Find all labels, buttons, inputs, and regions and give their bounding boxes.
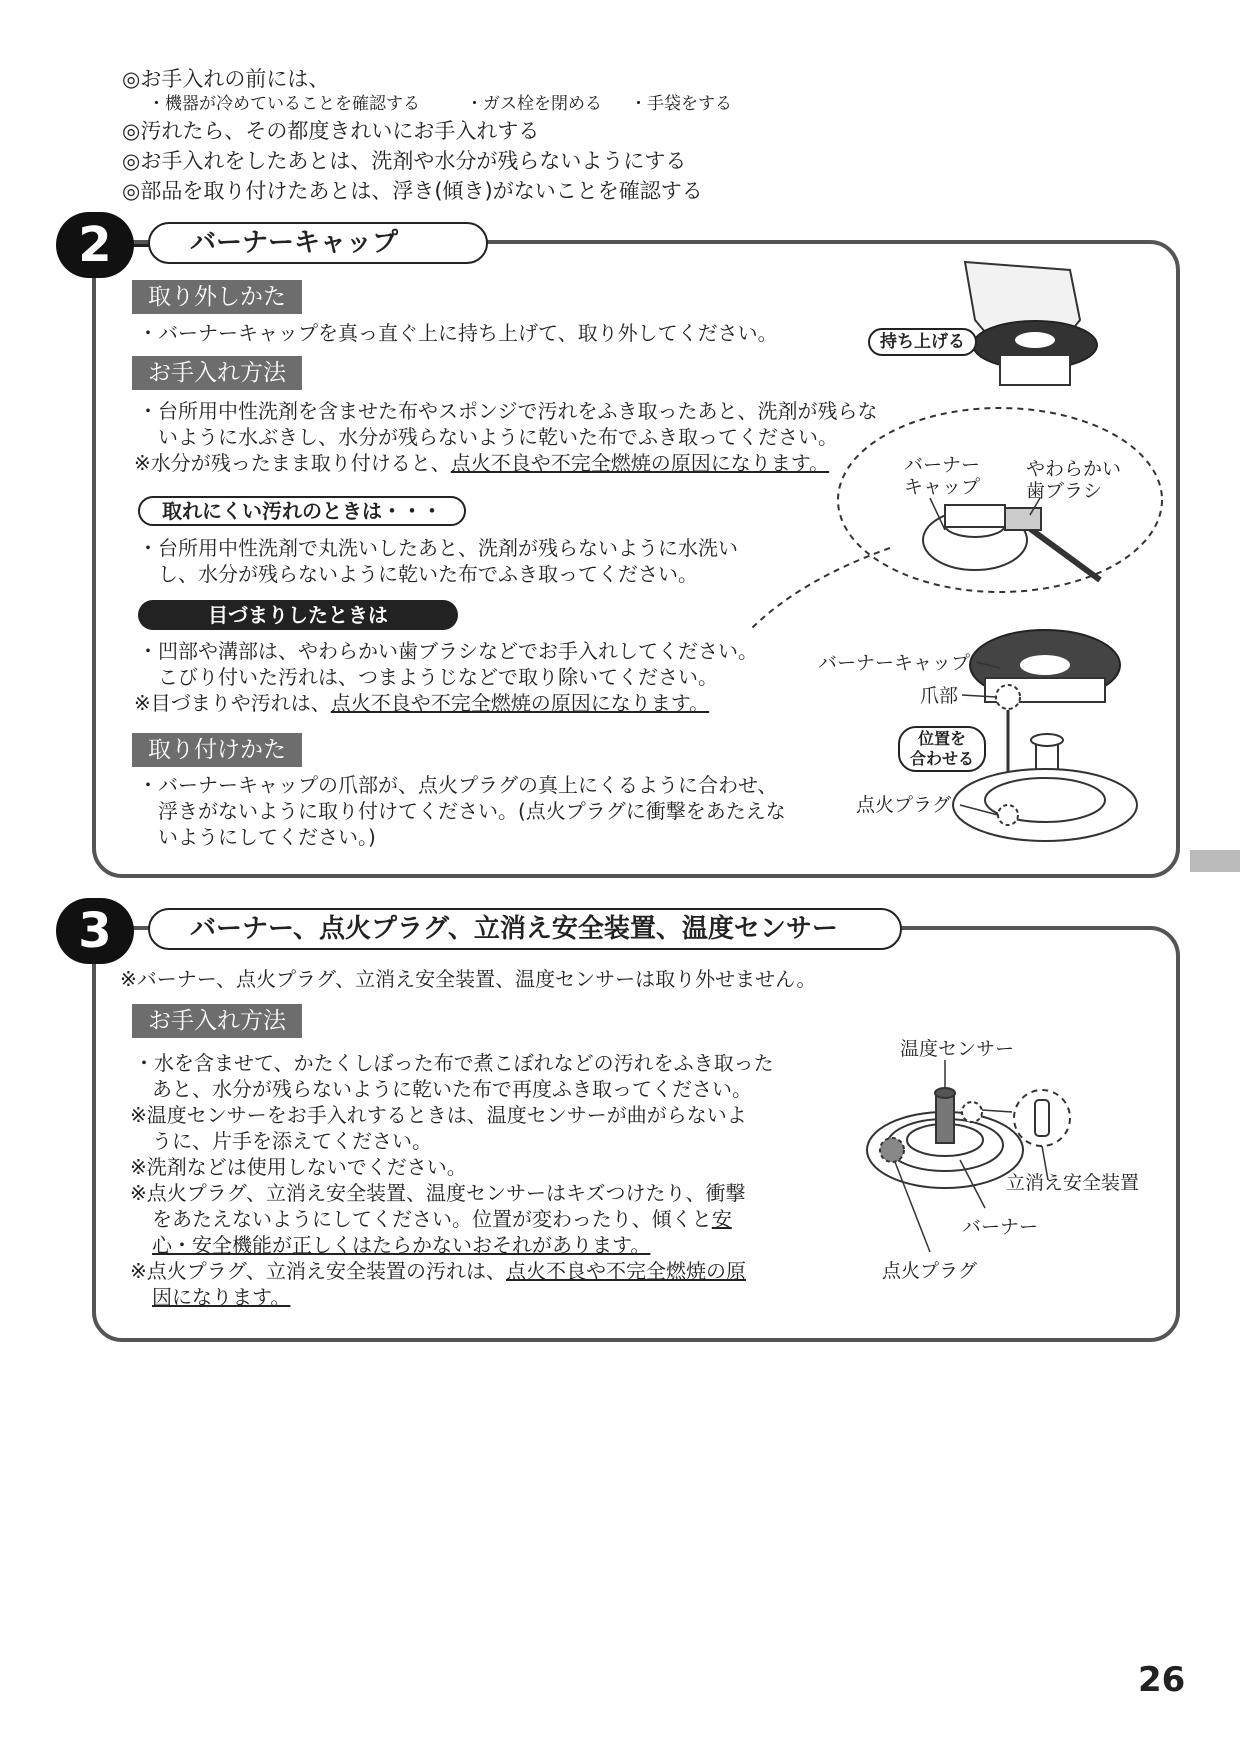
fig-brush-a: やわらかい — [1026, 458, 1122, 480]
fig-claw-label: 爪部 — [920, 685, 959, 707]
align-badge-line-1: 位置を — [918, 729, 967, 748]
s3-line-9-prefix: ※点火プラグ、立消え安全装置の汚れは、 — [130, 1259, 506, 1283]
section-3-number: 3 — [56, 898, 134, 964]
hard-text-a: ・台所用中性洗剤で丸洗いしたあと、洗剤が残らないように水洗い — [138, 536, 738, 560]
fig-burner-cap-a: バーナー — [904, 454, 981, 476]
intro-line-1: ◎お手入れの前には、 — [122, 67, 330, 91]
s3-line-8: 心・安全機能が正しくはたらかないおそれがあります。 — [152, 1233, 651, 1257]
s3-line-5: ※洗剤などは使用しないでください。 — [130, 1155, 467, 1179]
s3-line-3: ※温度センサーをお手入れするときは、温度センサーが曲がらないよ — [130, 1103, 747, 1127]
care-header: お手入れ方法 — [132, 356, 302, 390]
temp-sensor-shape — [936, 1095, 954, 1143]
section-3-title: バーナー、点火プラグ、立消え安全装置、温度センサー — [148, 908, 902, 950]
clog-note-prefix: ※目づまりや汚れは、 — [134, 691, 331, 715]
care-text-1b: いように水ぶきし、水分が残らないように乾いた布でふき取ってください。 — [158, 425, 838, 449]
intro-bullet-3: ・手袋をする — [630, 94, 732, 114]
fig-safety-device-label: 立消え安全装置 — [1006, 1172, 1140, 1194]
s3-line-7-prefix: をあたえないようにしてください。位置が変わったり、傾くと — [152, 1207, 712, 1231]
s3-line-6: ※点火プラグ、立消え安全装置、温度センサーはキズつけたり、衝撃 — [130, 1181, 746, 1205]
s3-care-header: お手入れ方法 — [132, 1004, 302, 1038]
fig-burner-label: バーナー — [962, 1216, 1039, 1238]
igniter-shape — [880, 1138, 904, 1162]
page-number: 26 — [1138, 1660, 1186, 1700]
clog-text-b: こびり付いた汚れは、つまようじなどで取り除いてください。 — [158, 665, 718, 689]
hard-dirt-header: 取れにくい汚れのときは・・・ — [138, 496, 466, 526]
s3-line-1: ・水を含ませて、かたくしぼった布で煮こぼれなどの汚れをふき取った — [134, 1051, 774, 1075]
s3-line-10: 因になります。 — [152, 1285, 291, 1309]
lift-badge: 持ち上げる — [868, 328, 977, 356]
hard-text-b: し、水分が残らないように乾いた布でふき取ってください。 — [158, 562, 698, 586]
intro-line-2: ◎汚れたら、その都度きれいにお手入れする — [122, 119, 540, 143]
remove-header: 取り外しかた — [132, 280, 302, 314]
section-2-number: 2 — [56, 212, 134, 278]
section-3-note: ※バーナー、点火プラグ、立消え安全装置、温度センサーは取り外せません。 — [120, 967, 817, 991]
intro-bullet-1: ・機器が冷めていることを確認する — [148, 94, 420, 114]
fig-brush-b: 歯ブラシ — [1026, 480, 1103, 502]
intro-bullet-2: ・ガス栓を閉める — [466, 94, 602, 114]
care-note-prefix: ※水分が残ったまま取り付けると、 — [134, 451, 451, 475]
section-2-title: バーナーキャップ — [148, 222, 488, 264]
s3-line-7-warning: 安 — [711, 1207, 732, 1231]
attach-text-b: 浮きがないように取り付けてください。(点火プラグに衝撃をあたえな — [158, 799, 786, 823]
fig-temp-sensor-label: 温度センサー — [900, 1038, 1015, 1060]
fig-burner-cap-b: キャップ — [904, 476, 981, 498]
attach-text-a: ・バーナーキャップの爪部が、点火プラグの真上にくるように合わせ、 — [138, 773, 778, 797]
attach-text-c: いようにしてください。) — [158, 825, 376, 849]
clog-note-warning: 点火不良や不完全燃焼の原因になります。 — [330, 691, 710, 715]
fig-cap-label: バーナーキャップ — [818, 652, 971, 674]
remove-text: ・バーナーキャップを真っ直ぐ上に持ち上げて、取り外してください。 — [138, 321, 778, 345]
intro-line-3: ◎お手入れをしたあとは、洗剤や水分が残らないようにする — [122, 149, 687, 173]
attach-header: 取り付けかた — [132, 733, 302, 767]
care-note-warning: 点火不良や不完全燃焼の原因になります。 — [450, 451, 830, 475]
safety-device-detail — [1035, 1100, 1049, 1136]
fig-igniter-label: 点火プラグ — [882, 1260, 978, 1282]
care-text-1a: ・台所用中性洗剤を含ませた布やスポンジで汚れをふき取ったあと、洗剤が残らな — [138, 399, 878, 423]
align-badge-line-2: 合わせる — [910, 749, 975, 768]
s3-line-2: あと、水分が残らないように乾いた布で再度ふき取ってください。 — [152, 1077, 752, 1101]
s3-line-9-warning: 点火不良や不完全燃焼の原 — [505, 1259, 746, 1283]
clog-text-a: ・凹部や溝部は、やわらかい歯ブラシなどでお手入れしてください。 — [138, 639, 758, 663]
s3-line-4: うに、片手を添えてください。 — [152, 1129, 432, 1153]
intro-line-4: ◎部品を取り付けたあとは、浮き(傾き)がないことを確認する — [122, 179, 703, 203]
clog-header: 目づまりしたときは — [138, 600, 458, 630]
fig-plug-label: 点火プラグ — [856, 794, 952, 816]
